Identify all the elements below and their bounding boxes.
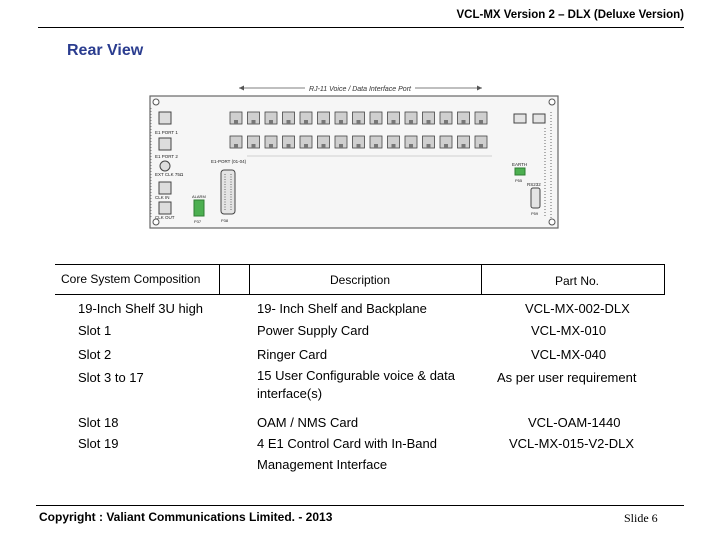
earth-terminal: [515, 168, 525, 175]
table-header-component: Core System Composition: [61, 272, 201, 286]
label-e1-port-1: E1 PORT 1: [155, 130, 178, 135]
ext-clk-connector: [160, 161, 170, 171]
row-5-description: OAM / NMS Card: [257, 415, 359, 430]
label-clk-out: CLK OUT: [155, 215, 175, 220]
footer-divider: [36, 505, 684, 506]
row-3-part: VCL-MX-040: [531, 347, 607, 362]
rj11-port-tab: [252, 120, 256, 124]
row-3-description: Ringer Card: [257, 347, 328, 362]
rear-view-diagram: [147, 78, 567, 236]
label-alarm: ALARM: [192, 194, 206, 199]
row-2-part: VCL-MX-010: [531, 323, 607, 338]
clk-in-connector: [159, 182, 171, 194]
copyright-text: Copyright : Valiant Communications Limited. - 2013: [39, 510, 333, 524]
rj11-port-tab: [357, 144, 361, 148]
header-title: VCL-MX Version 2 – DLX (Deluxe Version): [456, 9, 684, 21]
rj11-port-tab: [269, 120, 273, 124]
rj11-port-tab: [392, 144, 396, 148]
rj11-port-tab: [409, 144, 413, 148]
e1-port-2-connector: [159, 138, 171, 150]
rj11-port-tab: [357, 120, 361, 124]
label-rs232: RS232: [527, 182, 541, 187]
rj11-port-tab: [304, 144, 308, 148]
table-col-rule-3: [481, 264, 482, 294]
header-divider: [38, 27, 684, 28]
rs232-connector: [531, 188, 540, 208]
row-4-part: As per user requirement: [497, 370, 637, 385]
rj11-port-tab: [479, 144, 483, 148]
table-header-description: Description: [330, 273, 391, 287]
row-5-component: Slot 18: [78, 415, 119, 430]
rj11-port-tab: [374, 120, 378, 124]
label-earth: EARTH: [512, 162, 528, 167]
rj11-port-tab: [322, 120, 326, 124]
rj11-port-tab: [374, 144, 378, 148]
row-4-description: 15 User Configurable voice & data interface(s): [257, 368, 456, 401]
rj11-port-tab: [444, 120, 448, 124]
e1-port-1-connector: [159, 112, 171, 124]
rj11-port-tab: [234, 144, 238, 148]
label-ext-clk: EXT CLK 75Ω: [155, 172, 184, 177]
rj11-port-tab: [304, 120, 308, 124]
table-header-rule: [55, 294, 665, 295]
label-p59: P59: [531, 211, 539, 216]
rj11-port-tab: [427, 144, 431, 148]
rj11-port-tab: [269, 144, 273, 148]
row-1-component: 19-Inch Shelf 3U high: [78, 301, 204, 316]
row-2-component: Slot 1: [78, 323, 112, 338]
alarm-terminal: [194, 200, 204, 216]
row-1-part: VCL-MX-002-DLX: [525, 301, 630, 316]
table-col-rule-1: [219, 264, 220, 294]
clk-out-connector: [159, 202, 171, 214]
row-3-component: Slot 2: [78, 347, 112, 362]
label-p55: P55: [515, 178, 523, 183]
rj11-port-tab: [444, 144, 448, 148]
row-2-description: Power Supply Card: [257, 323, 369, 338]
table-top-rule: [55, 264, 665, 265]
rj11-port-tab: [427, 120, 431, 124]
row-6-part: VCL-MX-015-V2-DLX: [509, 436, 634, 451]
e1-d-connector: [221, 170, 235, 214]
label-p38: P38: [221, 218, 229, 223]
label-clk-in: CLK IN: [155, 195, 170, 200]
slide-number: Slide 6: [624, 511, 658, 525]
rj11-port-tab: [339, 120, 343, 124]
rj11-port-tab: [462, 120, 466, 124]
label-p37: P37: [194, 219, 202, 224]
label-e1-port: E1-PORT (01-04): [211, 159, 247, 164]
rj11-port-tab: [287, 144, 291, 148]
row-4-component: Slot 3 to 17: [78, 370, 144, 385]
rj11-port-tab: [234, 120, 238, 124]
power-terminal-1: [514, 114, 526, 123]
rj11-port-tab: [392, 120, 396, 124]
rj11-port-tab: [409, 120, 413, 124]
rj11-port-tab: [252, 144, 256, 148]
section-title: Rear View: [67, 42, 144, 59]
rj11-port-tab: [322, 144, 326, 148]
table-right-rule: [664, 264, 665, 294]
table-header-part: Part No.: [555, 274, 600, 288]
row-1-description: 19- Inch Shelf and Backplane: [257, 301, 427, 316]
rj11-port-tab: [462, 144, 466, 148]
row-6-description: 4 E1 Control Card with In-Band Management Interface: [257, 436, 437, 472]
row-6-component: Slot 19: [78, 436, 119, 451]
rj11-port-tab: [339, 144, 343, 148]
table-col-rule-2: [249, 264, 250, 294]
banner-label: RJ-11 Voice / Data Interface Port: [309, 86, 411, 93]
row-5-part: VCL-OAM-1440: [528, 415, 621, 430]
rj11-port-tab: [287, 120, 291, 124]
power-terminal-2: [533, 114, 545, 123]
rj11-port-tab: [479, 120, 483, 124]
label-e1-port-2: E1 PORT 2: [155, 154, 178, 159]
